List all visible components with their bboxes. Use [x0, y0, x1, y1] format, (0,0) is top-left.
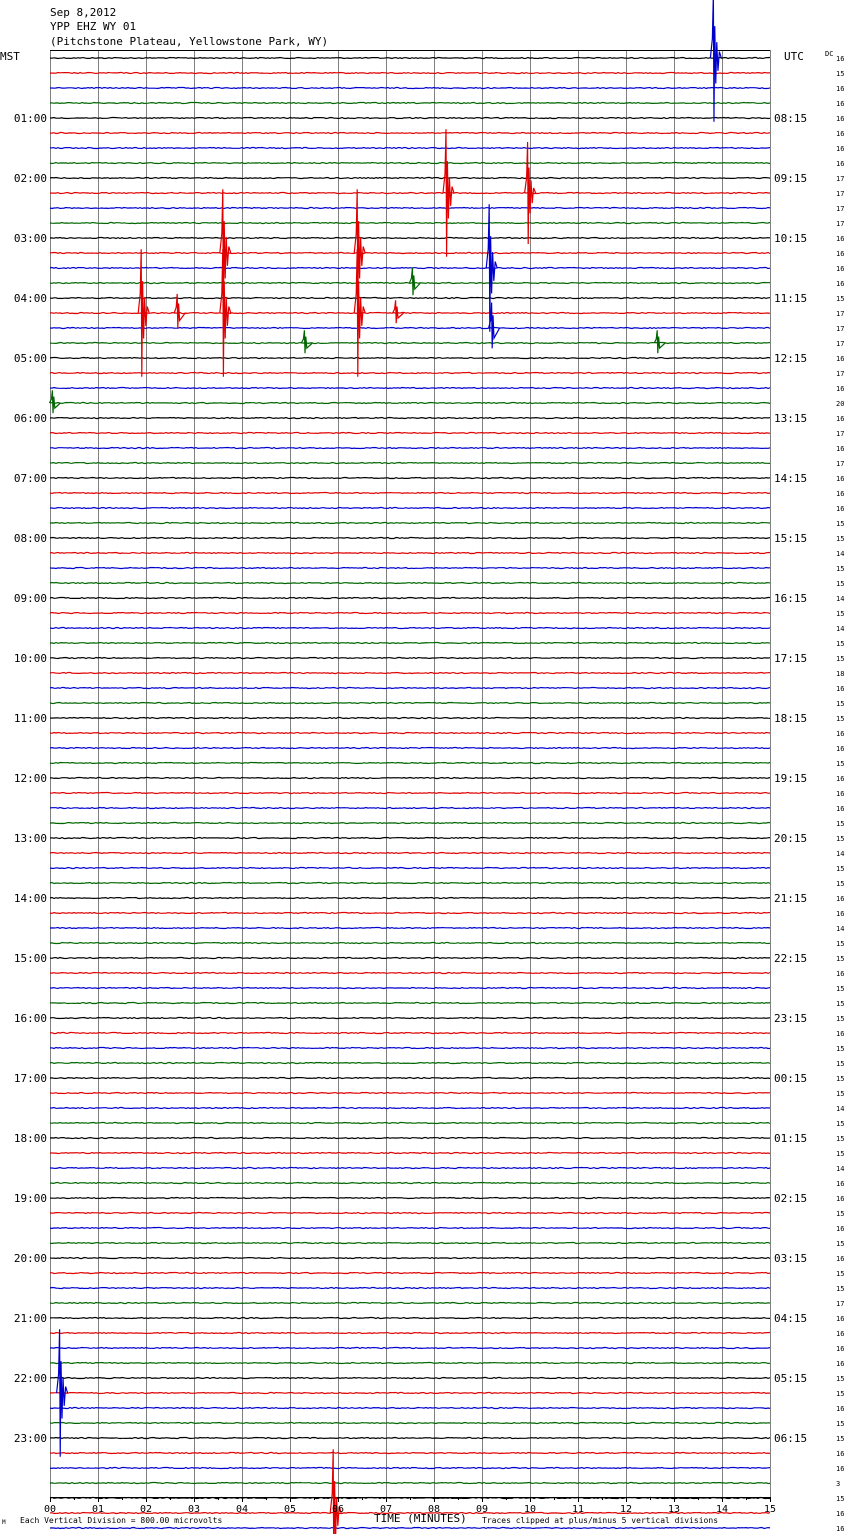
- hour-label-utc: 04:15: [774, 1312, 808, 1325]
- hour-label-utc: 05:15: [774, 1372, 808, 1385]
- dc-offset-label: 16: [836, 1525, 845, 1533]
- dc-offset-label: 15: [836, 865, 845, 873]
- dc-offset-label: 15: [836, 1135, 845, 1143]
- trace-row: [50, 553, 770, 554]
- trace-row: [50, 883, 770, 884]
- dc-offset-label: 15: [836, 715, 845, 723]
- hour-label-utc: 01:15: [774, 1132, 808, 1145]
- trace-row: [50, 328, 770, 329]
- hour-label-local: 17:00: [13, 1072, 47, 1085]
- trace-row: [50, 1153, 770, 1154]
- trace-row: [50, 868, 770, 869]
- dc-offset-label: 14: [836, 1165, 845, 1173]
- dc-offset-label: 16: [836, 85, 845, 93]
- dc-offset-label: 16: [836, 1345, 845, 1353]
- trace-row: [50, 568, 770, 569]
- dc-offset-label: 16: [836, 1405, 845, 1413]
- dc-offset-label: 15: [836, 1150, 845, 1158]
- dc-offset-label: 17: [836, 190, 845, 198]
- dc-offset-label: 15: [836, 295, 845, 303]
- trace-row: [50, 1063, 770, 1064]
- seismic-event: [654, 330, 665, 353]
- trace-row: [50, 688, 770, 689]
- dc-offset-label: 17: [836, 310, 845, 318]
- hour-label-utc: 11:15: [774, 292, 808, 305]
- dc-offset-label: 16: [836, 970, 845, 978]
- dc-offset-label: 20: [836, 400, 845, 408]
- dc-offset-label: 18: [836, 670, 845, 678]
- hour-label-utc: 10:15: [774, 232, 808, 245]
- trace-row: [50, 178, 770, 179]
- dc-offset-label: 15: [836, 1120, 845, 1128]
- trace-row: [50, 268, 770, 269]
- trace-row: [50, 1198, 770, 1199]
- trace-row: [50, 1138, 770, 1139]
- trace-row: [50, 1393, 770, 1394]
- trace-row: [50, 208, 770, 209]
- dc-offset-label: 16: [836, 100, 845, 108]
- x-tick-label: 12: [619, 1504, 633, 1515]
- hour-label-utc: 22:15: [774, 952, 808, 965]
- trace-row: [50, 583, 770, 584]
- trace-row: [50, 1033, 770, 1034]
- dc-offset-label: 15: [836, 1000, 845, 1008]
- dc-offset-label: 15: [836, 1390, 845, 1398]
- hour-label-local: 19:00: [13, 1192, 47, 1205]
- trace-row: [50, 1423, 770, 1424]
- x-axis-title: TIME (MINUTES): [374, 1512, 467, 1525]
- trace-row: [50, 643, 770, 644]
- trace-row: [50, 493, 770, 494]
- dc-offset-label: 16: [836, 385, 845, 393]
- trace-row: [50, 1468, 770, 1469]
- dc-offset-label: 16: [836, 1180, 845, 1188]
- trace-row: [50, 958, 770, 959]
- trace-row: [50, 478, 770, 479]
- dc-offset-label: 14: [836, 925, 845, 933]
- left-tz-label: MST: [0, 50, 20, 63]
- trace-row: [50, 448, 770, 449]
- dc-offset-label: 15: [836, 520, 845, 528]
- trace-row: [50, 343, 770, 344]
- trace-row: [50, 733, 770, 734]
- trace-row: [50, 313, 770, 314]
- hour-label-utc: 19:15: [774, 772, 808, 785]
- dc-offset-label: 16: [836, 115, 845, 123]
- dc-offset-label: 16: [836, 415, 845, 423]
- trace-row: [50, 673, 770, 674]
- dc-offset-label: 15: [836, 70, 845, 78]
- dc-offset-label: 15: [836, 1435, 845, 1443]
- seismic-event: [409, 268, 420, 296]
- dc-offset-label: 16: [836, 1450, 845, 1458]
- dc-offset-label: 15: [836, 1495, 845, 1503]
- trace-row: [50, 1528, 770, 1529]
- dc-offset-label: 17: [836, 220, 845, 228]
- dc-offset-label: 15: [836, 700, 845, 708]
- seismic-event: [330, 1449, 341, 1534]
- trace-row: [50, 613, 770, 614]
- dc-offset-label: 16: [836, 130, 845, 138]
- dc-offset-label: 15: [836, 580, 845, 588]
- dc-offset-label: 17: [836, 325, 845, 333]
- dc-offset-label: 16: [836, 730, 845, 738]
- dc-offset-label: 17: [836, 460, 845, 468]
- clip-note: Traces clipped at plus/minus 5 vertical divisions: [482, 1516, 719, 1525]
- trace-row: [50, 373, 770, 374]
- trace-row: [50, 808, 770, 809]
- x-tick-label: 08: [427, 1504, 441, 1515]
- trace-row: [50, 508, 770, 509]
- trace-row: [50, 463, 770, 464]
- dc-offset-label: 16: [836, 160, 845, 168]
- hour-label-utc: 18:15: [774, 712, 808, 725]
- trace-row: [50, 853, 770, 854]
- trace-row: [50, 1213, 770, 1214]
- dc-offset-label: 15: [836, 1075, 845, 1083]
- chart-station: YPP EHZ WY 01: [50, 20, 137, 33]
- dc-offset-label: 15: [836, 1210, 845, 1218]
- hour-label-utc: 08:15: [774, 112, 808, 125]
- dc-offset-label: 17: [836, 205, 845, 213]
- dc-offset-label: 15: [836, 1045, 845, 1053]
- trace-row: [50, 823, 770, 824]
- dc-offset-label: 15: [836, 1270, 845, 1278]
- x-tick-label: 07: [379, 1504, 393, 1515]
- x-tick-label: 00: [43, 1504, 57, 1515]
- trace-row: [50, 388, 770, 389]
- trace-row: [50, 298, 770, 299]
- scale-note: Each Vertical Division = 800.00 microvolts: [20, 1516, 223, 1525]
- trace-row: [50, 88, 770, 89]
- trace-row: [50, 1018, 770, 1019]
- traces: [50, 58, 770, 1534]
- trace-row: [50, 1228, 770, 1229]
- hour-label-local: 05:00: [13, 352, 47, 365]
- x-tick-label: 02: [139, 1504, 153, 1515]
- dc-offset-label: 16: [836, 145, 845, 153]
- hour-label-local: 10:00: [13, 652, 47, 665]
- x-tick-label: 10: [523, 1504, 537, 1515]
- trace-row: [50, 943, 770, 944]
- trace-row: [50, 838, 770, 839]
- trace-row: [50, 703, 770, 704]
- trace-row: [50, 118, 770, 119]
- trace-row: [50, 73, 770, 74]
- hour-label-local: 14:00: [13, 892, 47, 905]
- dc-offset-label: 14: [836, 1105, 845, 1113]
- dc-offset-label: 16: [836, 1465, 845, 1473]
- hour-label-utc: 20:15: [774, 832, 808, 845]
- trace-row: [50, 523, 770, 524]
- x-tick-label: 11: [571, 1504, 585, 1515]
- chart-date: Sep 8,2012: [50, 6, 117, 19]
- trace-row: [50, 223, 770, 224]
- dc-offset-label: 16: [836, 475, 845, 483]
- dc-offset-label: 16: [836, 55, 845, 63]
- trace-row: [50, 1363, 770, 1364]
- trace-row: [50, 1288, 770, 1289]
- trace-row: [50, 718, 770, 719]
- hour-label-utc: 03:15: [774, 1252, 808, 1265]
- dc-offset-label: 15: [836, 655, 845, 663]
- dc-offset-label: 16: [836, 910, 845, 918]
- trace-row: [50, 418, 770, 419]
- hour-label-local: 01:00: [13, 112, 47, 125]
- dc-offset-label: 15: [836, 565, 845, 573]
- dc-offset-label: 17: [836, 430, 845, 438]
- dc-offset-label: 14: [836, 625, 845, 633]
- trace-row: [50, 1318, 770, 1319]
- x-tick-label: 09: [475, 1504, 489, 1515]
- dc-offset-label: 15: [836, 1285, 845, 1293]
- hour-label-utc: 23:15: [774, 1012, 808, 1025]
- trace-row: [50, 1108, 770, 1109]
- trace-row: [50, 1243, 770, 1244]
- trace-row: [50, 748, 770, 749]
- right-tz-label: UTC: [784, 50, 804, 63]
- dc-offset-label: 16: [836, 805, 845, 813]
- dc-offset-label: 17: [836, 340, 845, 348]
- trace-row: [50, 1258, 770, 1259]
- trace-row: [50, 133, 770, 134]
- dc-offset-label: 15: [836, 1090, 845, 1098]
- dc-offset-label: 16: [836, 775, 845, 783]
- trace-row: [50, 928, 770, 929]
- trace-row: [50, 163, 770, 164]
- hour-label-utc: 15:15: [774, 532, 808, 545]
- dc-offset-label: 14: [836, 550, 845, 558]
- dc-offset-label: 15: [836, 940, 845, 948]
- trace-row: [50, 193, 770, 194]
- hour-label-local: 13:00: [13, 832, 47, 845]
- dc-offset-label: 16: [836, 1195, 845, 1203]
- x-tick-label: 15: [763, 1504, 777, 1515]
- hour-label-local: 16:00: [13, 1012, 47, 1025]
- corner-mark: M: [2, 1519, 6, 1526]
- dc-offset-label: 16: [836, 790, 845, 798]
- trace-row: [50, 988, 770, 989]
- dc-offset-label: 15: [836, 535, 845, 543]
- dc-offset-label: 16: [836, 1330, 845, 1338]
- hour-label-local: 21:00: [13, 1312, 47, 1325]
- dc-offset-label: 16: [836, 1315, 845, 1323]
- dc-offset-label: 17: [836, 1300, 845, 1308]
- trace-row: [50, 628, 770, 629]
- dc-label: DC: [825, 50, 834, 58]
- dc-offset-label: 16: [836, 250, 845, 258]
- trace-row: [50, 1078, 770, 1079]
- dc-offset-label: 16: [836, 235, 845, 243]
- trace-row: [50, 1123, 770, 1124]
- hour-label-local: 09:00: [13, 592, 47, 605]
- x-tick-label: 03: [187, 1504, 201, 1515]
- dc-offset-label: 14: [836, 595, 845, 603]
- dc-offset-label: 16: [836, 895, 845, 903]
- trace-row: [50, 1378, 770, 1379]
- hour-label-utc: 02:15: [774, 1192, 808, 1205]
- hour-label-utc: 06:15: [774, 1432, 808, 1445]
- trace-row: [50, 253, 770, 254]
- hour-label-utc: 09:15: [774, 172, 808, 185]
- trace-row: [50, 898, 770, 899]
- dc-offset-label: 15: [836, 610, 845, 618]
- trace-row: [50, 658, 770, 659]
- hour-label-local: 08:00: [13, 532, 47, 545]
- hour-label-utc: 17:15: [774, 652, 808, 665]
- dc-offset-label: 15: [836, 1060, 845, 1068]
- hour-label-local: 15:00: [13, 952, 47, 965]
- trace-row: [50, 1093, 770, 1094]
- hour-label-local: 18:00: [13, 1132, 47, 1145]
- dc-offset-label: 16: [836, 445, 845, 453]
- hour-label-local: 02:00: [13, 172, 47, 185]
- trace-row: [50, 1348, 770, 1349]
- trace-row: [50, 778, 770, 779]
- trace-row: [50, 1048, 770, 1049]
- hour-label-utc: 14:15: [774, 472, 808, 485]
- dc-offset-label: 3: [836, 1480, 841, 1488]
- trace-row: [50, 238, 770, 239]
- hour-label-utc: 13:15: [774, 412, 808, 425]
- dc-offset-label: 16: [836, 685, 845, 693]
- trace-row: [50, 1168, 770, 1169]
- dc-offset-label: 15: [836, 835, 845, 843]
- dc-offset-label: 15: [836, 1240, 845, 1248]
- trace-row: [50, 58, 770, 59]
- seismic-event: [49, 390, 60, 413]
- trace-row: [50, 763, 770, 764]
- hour-label-utc: 21:15: [774, 892, 808, 905]
- hour-label-utc: 00:15: [774, 1072, 808, 1085]
- x-tick-label: 04: [235, 1504, 249, 1515]
- x-tick-label: 13: [667, 1504, 681, 1515]
- trace-row: [50, 1003, 770, 1004]
- hour-label-local: 06:00: [13, 412, 47, 425]
- trace-row: [50, 103, 770, 104]
- trace-row: [50, 148, 770, 149]
- dc-offset-label: 15: [836, 820, 845, 828]
- hour-label-local: 04:00: [13, 292, 47, 305]
- x-tick-label: 05: [283, 1504, 297, 1515]
- dc-offset-label: 16: [836, 1255, 845, 1263]
- dc-offset-label: 16: [836, 1030, 845, 1038]
- trace-row: [50, 1183, 770, 1184]
- hour-label-local: 12:00: [13, 772, 47, 785]
- events: [49, 0, 721, 1534]
- dc-offset-label: 16: [836, 1360, 845, 1368]
- trace-row: [50, 1408, 770, 1409]
- trace-row: [50, 1303, 770, 1304]
- x-tick-label: 06: [331, 1504, 345, 1515]
- trace-row: [50, 358, 770, 359]
- dc-offset-label: 14: [836, 850, 845, 858]
- dc-offset-label: 15: [836, 880, 845, 888]
- trace-row: [50, 793, 770, 794]
- dc-offset-label: 16: [836, 490, 845, 498]
- dc-offset-label: 15: [836, 760, 845, 768]
- hour-label-local: 03:00: [13, 232, 47, 245]
- dc-offset-label: 15: [836, 1015, 845, 1023]
- dc-offset-label: 15: [836, 955, 845, 963]
- dc-offset-label: 16: [836, 265, 845, 273]
- dc-offset-label: 15: [836, 1375, 845, 1383]
- trace-row: [50, 538, 770, 539]
- dc-offset-label: 16: [836, 355, 845, 363]
- hour-label-local: 11:00: [13, 712, 47, 725]
- trace-row: [50, 1483, 770, 1484]
- x-tick-label: 01: [91, 1504, 105, 1515]
- hour-label-local: 07:00: [13, 472, 47, 485]
- dc-offset-label: 17: [836, 175, 845, 183]
- seismic-event: [393, 300, 404, 323]
- dc-offset-label: 16: [836, 1225, 845, 1233]
- dc-offset-label: 16: [836, 1510, 845, 1518]
- dc-offset-label: 15: [836, 640, 845, 648]
- hour-label-utc: 12:15: [774, 352, 808, 365]
- trace-row: [50, 973, 770, 974]
- dc-offset-label: 15: [836, 985, 845, 993]
- trace-row: [50, 1333, 770, 1334]
- x-tick-label: 14: [715, 1504, 729, 1515]
- chart-location: (Pitchstone Plateau, Yellowstone Park, WY): [50, 35, 329, 48]
- trace-row: [50, 1453, 770, 1454]
- hour-label-local: 22:00: [13, 1372, 47, 1385]
- dc-offset-label: 16: [836, 505, 845, 513]
- hour-label-local: 20:00: [13, 1252, 47, 1265]
- hour-label-utc: 16:15: [774, 592, 808, 605]
- dc-offset-label: 17: [836, 370, 845, 378]
- trace-row: [50, 913, 770, 914]
- seismic-event: [301, 330, 312, 353]
- labels: [14, 55, 845, 1534]
- dc-offset-label: 15: [836, 1420, 845, 1428]
- trace-row: [50, 1438, 770, 1439]
- trace-row: [50, 598, 770, 599]
- trace-row: [50, 433, 770, 434]
- dc-offset-label: 16: [836, 280, 845, 288]
- hour-label-local: 23:00: [13, 1432, 47, 1445]
- trace-row: [50, 1273, 770, 1274]
- trace-row: [50, 403, 770, 404]
- dc-offset-label: 16: [836, 745, 845, 753]
